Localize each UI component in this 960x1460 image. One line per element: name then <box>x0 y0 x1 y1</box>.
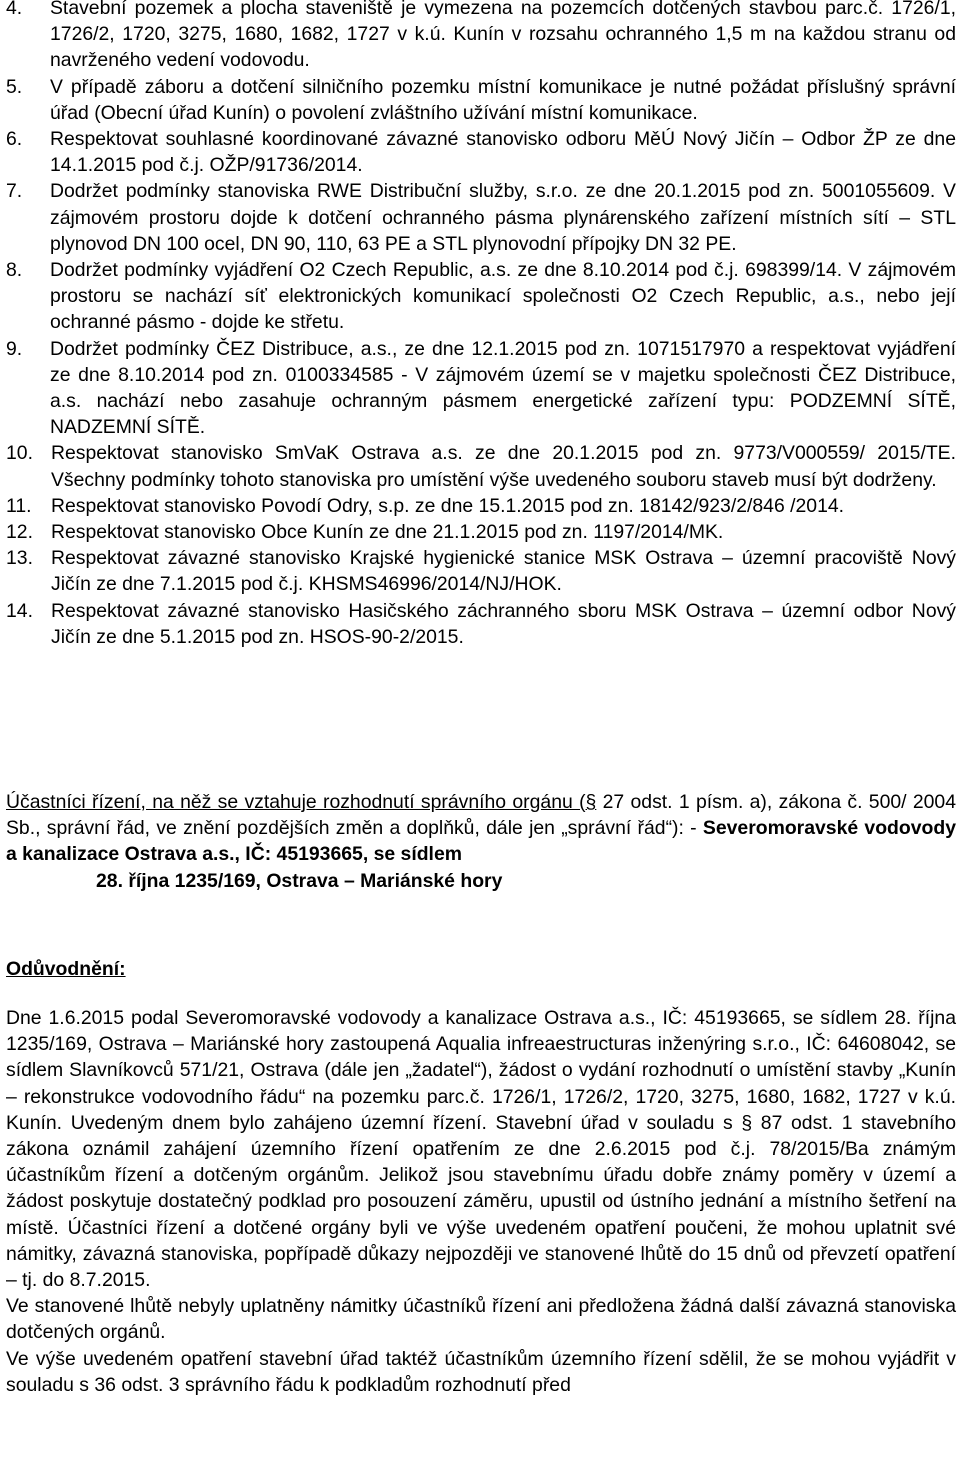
participants-paragraph <box>6 789 956 894</box>
condition-number: 14. <box>6 599 33 622</box>
condition-item <box>6 178 956 257</box>
condition-item <box>6 545 956 597</box>
condition-number: 11. <box>6 494 32 517</box>
condition-item <box>6 493 956 519</box>
condition-number: 10. <box>6 442 33 465</box>
reasoning-heading: Odůvodnění: <box>6 958 126 980</box>
condition-item <box>6 598 956 650</box>
participants-lead: Účastníci řízení, na něž se vztahuje rozhodnutí správního orgánu ( <box>6 791 586 813</box>
condition-text: V případě záboru a dotčení silničního pozemku místní komunikace je nutné požádat příslušný správní úřad (Obecní úřad Kunín) o povolení zvláštního užívání místní komunikace. <box>50 75 956 124</box>
condition-text: Respektovat stanovisko Obce Kunín ze dne 21.1.2015 pod zn. 1197/2014/MK. <box>51 521 724 544</box>
condition-item <box>6 519 956 545</box>
condition-item <box>6 440 956 492</box>
conditions-list <box>6 0 956 650</box>
condition-number: 12. <box>6 521 33 544</box>
reasoning-paragraph: Ve výše uvedeném opatření stavební úřad taktéž účastníkům územního řízení sdělil, že se mohou vyjádřit v souladu s 36 odst. 3 správního řádu k podkladům rozhodnutí před <box>6 1347 956 1396</box>
condition-text: Dodržet podmínky ČEZ Distribuce, a.s., ze dne 12.1.2015 pod zn. 1071517970 a respektovat vyjádření ze dne 8.10.2014 pod zn. 0100334585 - V zájmovém území se v majetku společnosti ČEZ Distribuce, a.s. nachází nebo zasahuje ochranným pásmem energetické zařízení typu: PODZEMNÍ SÍTĚ, NADZEMNÍ SÍTĚ. <box>50 337 956 439</box>
condition-item <box>6 0 956 74</box>
condition-number: 7. <box>6 180 23 203</box>
reasoning-paragraph: Dne 1.6.2015 podal Severomoravské vodovody a kanalizace Ostrava a.s., IČ: 45193665, se sídlem 28. října 1235/169, Ostrava – Mariánské hory zastoupená Aqualia infreaestructuras inženýring s.r.o., IČ: 64608042, se sídlem Slavníkovců 571/21, Ostrava (dále jen „žadatel“), žádost o vydání rozhodnutí o umístění stavby „Kunín – rekonstrukce vodovodního řádu“ na pozemku parc.č. 1726/1, 1726/2, 1720, 3275, 1680, 1682, 1727 v k.ú. Kunín. Uvedeným dnem bylo zahájeno územní řízení. Stavební úřad v souladu s § 87 odst. 1 stavebního zákona oznámil zahájení územního řízení opatřením ze dne 2.6.2015 pod č.j. 78/2015/Ba známým účastníkům řízení a dotčeným orgánům. Jelikož jsou stavebnímu úřadu dobře známy poměry v území a žádost poskytuje dostatečný podklad pro posouzení záměru, upustil od ústního jednání a místního šetření na místě. Účastníci řízení a dotčené orgány byli ve výše uvedeném opatření poučeni, že mohou uplatnit své námitky, závazná stanoviska, popřípadě důkazy nejpozději ve stanovené lhůtě do 15 dnů od převzetí opatření – tj. do 8.7.2015. <box>6 1007 956 1292</box>
condition-text: Respektovat stanovisko Povodí Odry, s.p. ze dne 15.1.2015 pod zn. 18142/923/2/846 /2014. <box>51 494 845 517</box>
reasoning-body <box>6 1005 956 1398</box>
condition-text: Respektovat stanovisko SmVaK Ostrava a.s. ze dne 20.1.2015 pod zn. 9773/V000559/ 2015/TE. Všechny podmínky tohoto stanoviska pro umístění výše uvedeného souboru staveb musí být dodrženy. <box>51 442 956 491</box>
condition-number: 5. <box>6 75 23 98</box>
condition-item <box>6 257 956 336</box>
condition-text: Stavební pozemek a plocha staveniště je vymezena na pozemcích dotčených stavbou parc.č. 1726/1, 1726/2, 1720, 3275, 1680, 1682, 1727 v k.ú. Kunín v rozsahu ochranného 1,5 m na každou stranu od navrženého vedení vodovodu. <box>50 0 956 72</box>
condition-text: Dodržet podmínky stanoviska RWE Distribuční služby, s.r.o. ze dne 20.1.2015 pod zn. 5001055609. V zájmovém prostoru dojde k dotčení ochranného pásma plynárenského zařízení místních sítí – STL plynovod DN 100 ocel, DN 90, 110, 63 PE a STL plynovodní přípojky DN 32 PE. <box>50 180 956 255</box>
condition-item <box>6 336 956 441</box>
condition-number: 13. <box>6 547 33 570</box>
condition-number: 8. <box>6 259 23 282</box>
reasoning-paragraph: Ve stanovené lhůtě nebyly uplatněny námitky účastníků řízení ani předložena žádná další závazná stanoviska dotčených orgánů. <box>6 1295 956 1344</box>
participants-legal-text: 27 odst. 1 písm. a), zákona č. 500/ 2004 Sb., správní řád, ve znění pozdějších změn a doplňků, dále jen „správní řád“): - <box>6 791 956 840</box>
condition-text: Respektovat závazné stanovisko Krajské hygienické stanice MSK Ostrava – územní pracoviště Nový Jičín ze dne 7.1.2015 pod č.j. KHSMS46996/2014/NJ/HOK. <box>51 547 956 596</box>
condition-number: 9. <box>6 337 23 360</box>
condition-number: 6. <box>6 128 23 151</box>
condition-text: Respektovat závazné stanovisko Hasičského záchranného sboru MSK Ostrava – územní odbor Nový Jičín ze dne 5.1.2015 pod zn. HSOS-90-2/2015. <box>51 599 956 648</box>
participant-address: 28. října 1235/169, Ostrava – Mariánské hory <box>96 869 503 892</box>
condition-number: 4. <box>6 0 23 19</box>
condition-text: Dodržet podmínky vyjádření O2 Czech Republic, a.s. ze dne 8.10.2014 pod č.j. 698399/14. V zájmovém prostoru se nachází síť elektronických komunikací společnosti O2 Czech Republic, a.s., nebo její ochranné pásmo - dojde ke střetu. <box>50 259 956 334</box>
condition-text: Respektovat souhlasné koordinované závazné stanovisko odboru MěÚ Nový Jičín – Odbor ŽP ze dne 14.1.2015 pod č.j. OŽP/91736/2014. <box>50 128 956 177</box>
condition-item <box>6 74 956 126</box>
paragraph-sign: § <box>585 791 597 813</box>
condition-item <box>6 126 956 178</box>
participant-name: Severomoravské vodovody a kanalizace Ostrava a.s., IČ: 45193665, se sídlem <box>6 817 956 866</box>
